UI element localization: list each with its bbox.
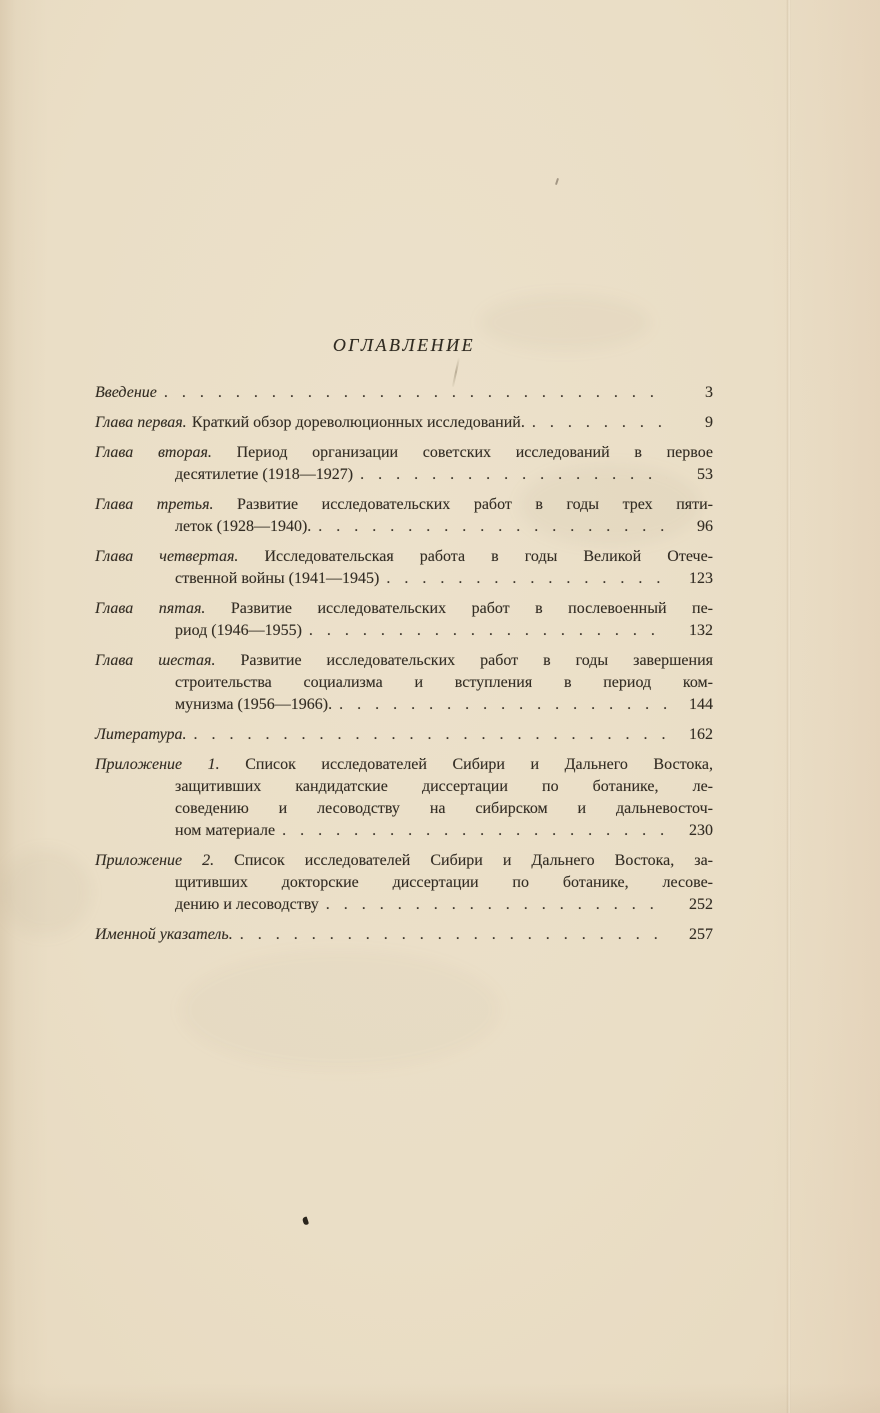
entry-lead: Приложение 2. [95, 852, 215, 869]
toc-line [95, 672, 713, 694]
toc-line [95, 516, 713, 538]
dot-leader [339, 694, 667, 716]
entry-lead: Введение [95, 384, 157, 401]
dot-leader [532, 412, 667, 434]
paper-crease [786, 0, 791, 1413]
entry-text: дению и лесоводству [175, 896, 319, 913]
toc-line [95, 494, 713, 516]
toc-line [95, 442, 713, 464]
dot-leader [326, 894, 667, 916]
toc-line [95, 924, 713, 946]
toc-line [95, 724, 713, 746]
entry-page-number: 9 [705, 414, 713, 431]
toc-entry-name-index [95, 924, 713, 946]
dot-leader [164, 382, 667, 404]
toc-entry-appendix-2 [95, 850, 713, 916]
dot-leader [282, 820, 667, 842]
ink-speck [302, 1216, 309, 1225]
toc-entry-chapter-1 [95, 412, 713, 434]
toc-line [95, 820, 713, 842]
toc-line [95, 798, 713, 820]
entry-page-number: 53 [697, 466, 713, 483]
toc-line [95, 650, 713, 672]
dot-leader [194, 724, 667, 746]
entry-page-number: 132 [689, 622, 713, 639]
toc-entry-chapter-2 [95, 442, 713, 486]
entry-text: ственной войны (1941—1945) [175, 570, 380, 587]
toc-line [95, 754, 713, 776]
page-content [95, 334, 713, 954]
entry-text: Список исследователей Сибири и Дальнего Востока, за- [234, 852, 714, 869]
dot-leader [360, 464, 667, 486]
entry-text: леток (1928—1940). [175, 518, 312, 535]
entry-lead: Глава третья. [95, 496, 214, 513]
entry-page-number: 96 [697, 518, 713, 535]
entry-page-number: 3 [705, 384, 713, 401]
table-of-contents [95, 382, 713, 946]
entry-text: ном материале [175, 822, 276, 839]
entry-text: Период организации советских исследований в первое [236, 444, 714, 461]
entry-text: мунизма (1956—1966). [175, 696, 333, 713]
entry-text: защитивших кандидатские диссертации по ботанике, ле- [175, 778, 713, 795]
toc-entry-appendix-1 [95, 754, 713, 842]
entry-page-number: 230 [689, 822, 713, 839]
entry-page-number: 144 [689, 696, 713, 713]
entry-page-number: 123 [689, 570, 713, 587]
toc-line [95, 694, 713, 716]
toc-line [95, 872, 713, 894]
entry-lead: Глава шестая. [95, 652, 216, 669]
show-through-smudge [180, 950, 500, 1070]
entry-text: Краткий обзор дореволюционных исследований. [191, 414, 525, 431]
ink-speck [555, 178, 559, 185]
entry-page-number: 252 [689, 896, 713, 913]
entry-page-number: 257 [689, 926, 713, 943]
toc-entry-literature [95, 724, 713, 746]
toc-entry-chapter-4 [95, 546, 713, 590]
show-through-smudge [0, 850, 90, 935]
toc-entry-chapter-5 [95, 598, 713, 642]
toc-line [95, 464, 713, 486]
toc-line [95, 850, 713, 872]
entry-text: строительства социализма и вступления в период ком- [175, 674, 713, 691]
entry-lead: Литература. [95, 726, 187, 743]
entry-text: Развитие исследовательских работ в годы трех пяти- [237, 496, 713, 513]
entry-text: щитивших докторские диссертации по ботанике, лесове- [175, 874, 713, 891]
entry-lead: Глава вторая. [95, 444, 212, 461]
entry-lead: Глава пятая. [95, 600, 206, 617]
toc-line [95, 412, 713, 434]
entry-lead: Глава четвертая. [95, 548, 239, 565]
entry-text: Список исследователей Сибири и Дальнего Востока, [245, 756, 713, 773]
toc-entry-chapter-3 [95, 494, 713, 538]
entry-text: десятилетие (1918—1927) [175, 466, 354, 483]
dot-leader [309, 620, 667, 642]
dot-leader [318, 516, 667, 538]
entry-text: Развитие исследовательских работ в послевоенный пе- [230, 600, 713, 617]
toc-line [95, 598, 713, 620]
entry-text: риод (1946—1955) [175, 622, 302, 639]
entry-text: соведению и лесоводству на сибирском и дальневосточ- [175, 800, 713, 817]
toc-entry-chapter-6 [95, 650, 713, 716]
page-title: ОГЛАВЛЕНИЕ [332, 335, 476, 355]
toc-line [95, 620, 713, 642]
toc-line [95, 894, 713, 916]
entry-text: Развитие исследовательских работ в годы завершения [240, 652, 714, 669]
dot-leader [386, 568, 667, 590]
toc-line [95, 546, 713, 568]
entry-lead: Глава первая. [95, 414, 187, 431]
entry-lead: Приложение 1. [95, 756, 220, 773]
dot-leader [240, 924, 667, 946]
toc-entry-introduction [95, 382, 713, 404]
toc-line [95, 382, 713, 404]
toc-line [95, 776, 713, 798]
entry-page-number: 162 [689, 726, 713, 743]
entry-text: Исследовательская работа в годы Великой Отече- [264, 548, 713, 565]
entry-lead: Именной указатель. [95, 926, 233, 943]
toc-line [95, 568, 713, 590]
